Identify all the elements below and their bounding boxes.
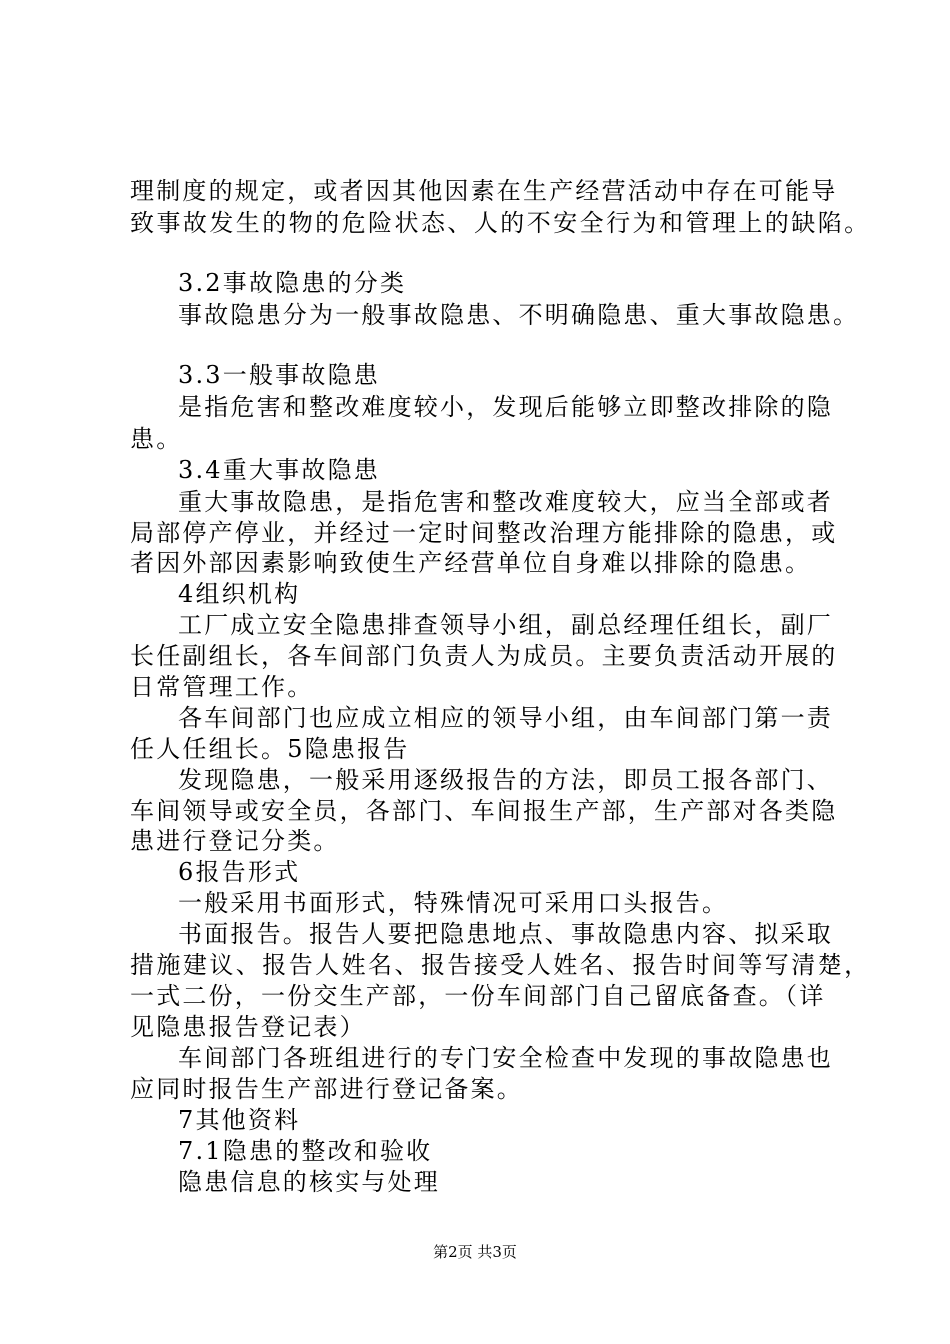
section-heading: 3.2事故隐患的分类 [178,269,407,297]
body-text-line: 发现隐患，一般采用逐级报告的方法，即员工报各部门、 [178,766,833,794]
body-text-line: 工厂成立安全隐患排查领导小组，副总经理任组长，副厂 [178,611,833,639]
body-text-line: 车间领导或安全员，各部门、车间报生产部，生产部对各类隐 [130,797,838,825]
body-text-line: 应同时报告生产部进行登记备案。 [130,1075,523,1103]
section-heading: 3.3一般事故隐患 [178,361,380,389]
body-text-line: 是指危害和整改难度较小，发现后能够立即整改排除的隐 [178,393,833,421]
body-text-line: 书面报告。报告人要把隐患地点、事故隐患内容、拟采取 [178,920,833,948]
body-text-line: 理制度的规定，或者因其他因素在生产经营活动中存在可能导 [130,177,838,205]
body-text-line: 致事故发生的物的危险状态、人的不安全行为和管理上的缺陷。 [130,209,871,237]
body-text-line: 各车间部门也应成立相应的领导小组，由车间部门第一责 [178,704,833,732]
page-number-footer: 第2页 共3页 [433,1243,517,1261]
body-text-line: 局部停产停业，并经过一定时间整改治理方能排除的隐患，或 [130,519,838,547]
section-heading: 7其他资料 [178,1106,301,1134]
body-text-line: 见隐患报告登记表） [130,1013,366,1041]
body-text-line: 患。 [130,425,183,453]
section-heading: 7.1隐患的整改和验收 [178,1137,433,1165]
body-text-line: 车间部门各班组进行的专门安全检查中发现的事故隐患也 [178,1044,833,1072]
section-heading: 3.4重大事故隐患 [178,456,380,484]
body-text-line: 患进行登记分类。 [130,827,340,855]
body-text-line: 一般采用书面形式，特殊情况可采用口头报告。 [178,889,729,917]
body-text-line: 一式二份，一份交生产部，一份车间部门自己留底备查。（详 [130,982,826,1010]
body-text-line: 隐患信息的核实与处理 [178,1168,440,1196]
body-text-line: 长任副组长，各车间部门负责人为成员。主要负责活动开展的 [130,642,838,670]
body-text-line: 日常管理工作。 [130,673,314,701]
body-text-line: 措施建议、报告人姓名、报告接受人姓名、报告时间等写清楚， [130,951,871,979]
body-text-line: 任人任组长。5隐患报告 [130,735,410,763]
section-heading: 6报告形式 [178,858,301,886]
section-heading: 4组织机构 [178,580,301,608]
body-text-line: 事故隐患分为一般事故隐患、不明确隐患、重大事故隐患。 [178,301,860,329]
body-text-line: 重大事故隐患，是指危害和整改难度较大，应当全部或者 [178,488,833,516]
body-text-line: 者因外部因素影响致使生产经营单位自身难以排除的隐患。 [130,549,812,577]
